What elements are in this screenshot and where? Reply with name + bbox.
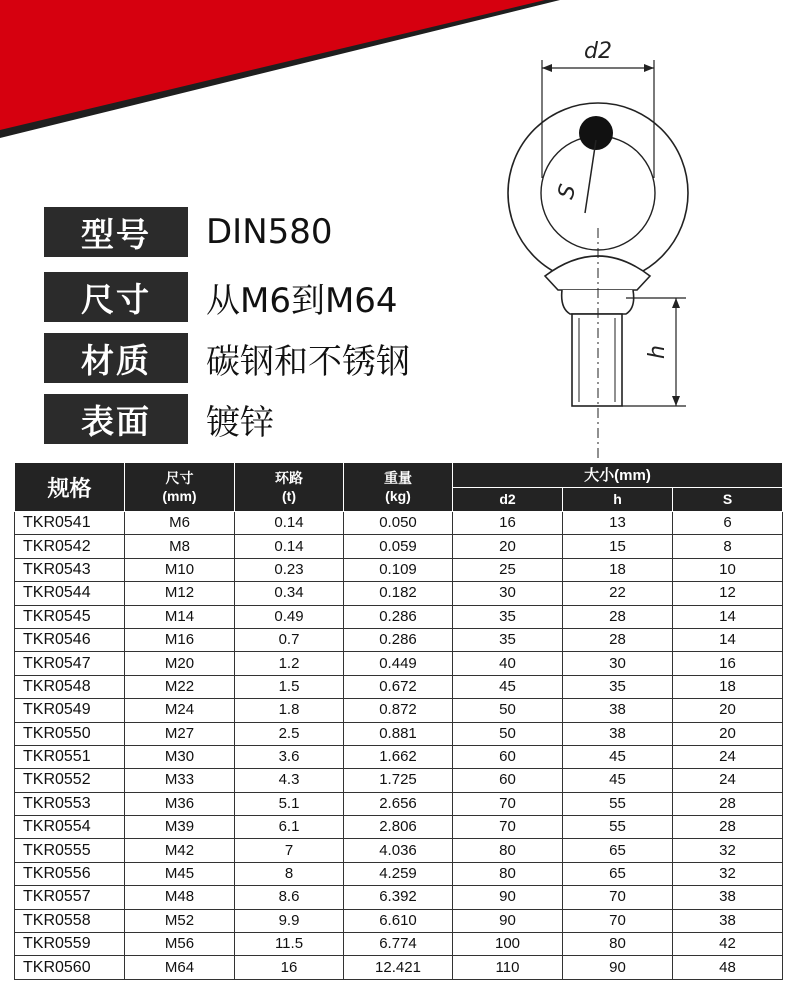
cell-load: 0.49: [235, 605, 344, 628]
cell-weight: 0.050: [344, 512, 453, 535]
cell-d2: 100: [453, 933, 563, 956]
table-row: [15, 909, 783, 932]
cell-s: 32: [673, 862, 783, 885]
table-row: [15, 886, 783, 909]
spec-row-model: [44, 207, 333, 257]
cell-weight: 0.059: [344, 535, 453, 558]
cell-weight: 0.109: [344, 558, 453, 581]
cell-load: 6.1: [235, 816, 344, 839]
cell-h: 65: [563, 839, 673, 862]
cell-h: 65: [563, 862, 673, 885]
cell-s: 28: [673, 792, 783, 815]
spec-value-material: 碳钢和不锈钢: [206, 341, 410, 382]
cell-weight: 1.725: [344, 769, 453, 792]
cell-model: TKR0559: [15, 933, 125, 956]
cell-load: 1.8: [235, 699, 344, 722]
cell-d2: 70: [453, 792, 563, 815]
header-h: h: [563, 487, 673, 512]
cell-d2: 110: [453, 956, 563, 979]
h-label: h: [645, 345, 670, 359]
eye-bolt-drawing: [490, 28, 700, 468]
cell-load: 0.14: [235, 535, 344, 558]
cell-load: 16: [235, 956, 344, 979]
cell-weight: 0.881: [344, 722, 453, 745]
cell-model: TKR0558: [15, 909, 125, 932]
header-size-label: 尺寸: [165, 470, 194, 486]
table-row: [15, 816, 783, 839]
cell-weight: 2.656: [344, 792, 453, 815]
cell-h: 38: [563, 699, 673, 722]
cell-d2: 40: [453, 652, 563, 675]
header-d2: d2: [453, 487, 563, 512]
table-row: [15, 582, 783, 605]
spec-table: [14, 462, 783, 980]
header-weight-label: 重量: [384, 470, 412, 486]
cell-d2: 50: [453, 722, 563, 745]
spec-row-material: [44, 333, 410, 383]
cell-weight: 4.259: [344, 862, 453, 885]
cell-size: M36: [125, 792, 235, 815]
table-row: [15, 745, 783, 768]
cell-d2: 70: [453, 816, 563, 839]
cell-weight: 2.806: [344, 816, 453, 839]
cell-h: 70: [563, 886, 673, 909]
spec-value-model: DIN580: [206, 212, 333, 252]
table-row: [15, 512, 783, 535]
cell-s: 38: [673, 886, 783, 909]
spec-value-size: 从M6到M64: [206, 280, 398, 321]
cell-h: 35: [563, 675, 673, 698]
cell-s: 32: [673, 839, 783, 862]
cell-size: M16: [125, 628, 235, 651]
cell-load: 8.6: [235, 886, 344, 909]
cell-model: TKR0541: [15, 512, 125, 535]
cell-d2: 90: [453, 886, 563, 909]
header-load-unit: (t): [282, 488, 296, 504]
cell-load: 5.1: [235, 792, 344, 815]
cell-weight: 0.449: [344, 652, 453, 675]
cell-d2: 16: [453, 512, 563, 535]
cell-weight: 0.286: [344, 605, 453, 628]
cell-d2: 30: [453, 582, 563, 605]
cell-load: 9.9: [235, 909, 344, 932]
table-row: [15, 699, 783, 722]
table-row: [15, 933, 783, 956]
cell-size: M64: [125, 956, 235, 979]
cell-size: M20: [125, 652, 235, 675]
cell-weight: 6.774: [344, 933, 453, 956]
cell-model: TKR0544: [15, 582, 125, 605]
table-row: [15, 558, 783, 581]
cell-load: 11.5: [235, 933, 344, 956]
cell-model: TKR0542: [15, 535, 125, 558]
cell-weight: 12.421: [344, 956, 453, 979]
cell-load: 0.34: [235, 582, 344, 605]
cell-size: M52: [125, 909, 235, 932]
cell-model: TKR0554: [15, 816, 125, 839]
cell-size: M12: [125, 582, 235, 605]
cell-model: TKR0560: [15, 956, 125, 979]
cell-size: M42: [125, 839, 235, 862]
cell-s: 18: [673, 675, 783, 698]
cell-h: 15: [563, 535, 673, 558]
table-row: [15, 652, 783, 675]
cell-model: TKR0547: [15, 652, 125, 675]
header-weight-unit: (kg): [385, 488, 411, 504]
cell-h: 70: [563, 909, 673, 932]
table-row: [15, 675, 783, 698]
cell-h: 55: [563, 816, 673, 839]
s-label: S: [553, 181, 582, 202]
table-row: [15, 535, 783, 558]
cell-s: 48: [673, 956, 783, 979]
header-weight: [344, 463, 453, 512]
cell-model: TKR0549: [15, 699, 125, 722]
cell-size: M45: [125, 862, 235, 885]
cell-load: 1.2: [235, 652, 344, 675]
header-model: 规格: [15, 463, 125, 512]
cell-weight: 6.610: [344, 909, 453, 932]
cell-s: 24: [673, 769, 783, 792]
cell-weight: 4.036: [344, 839, 453, 862]
cell-d2: 60: [453, 769, 563, 792]
header-s: S: [673, 487, 783, 512]
header-load-label: 环路: [275, 470, 303, 486]
cell-model: TKR0550: [15, 722, 125, 745]
spec-key-size: 尺寸: [44, 272, 188, 322]
cell-load: 2.5: [235, 722, 344, 745]
cell-d2: 80: [453, 839, 563, 862]
header-load: [235, 463, 344, 512]
cell-size: M27: [125, 722, 235, 745]
spec-table-body: [15, 512, 783, 980]
cell-h: 18: [563, 558, 673, 581]
table-row: [15, 956, 783, 979]
cell-load: 8: [235, 862, 344, 885]
spec-row-size: [44, 272, 398, 322]
cell-model: TKR0556: [15, 862, 125, 885]
cell-h: 90: [563, 956, 673, 979]
spec-key-surface: 表面: [44, 394, 188, 444]
cell-load: 1.5: [235, 675, 344, 698]
cell-weight: 0.182: [344, 582, 453, 605]
cell-size: M10: [125, 558, 235, 581]
cell-model: TKR0546: [15, 628, 125, 651]
cell-s: 42: [673, 933, 783, 956]
cell-h: 45: [563, 769, 673, 792]
cell-load: 0.7: [235, 628, 344, 651]
cell-size: M56: [125, 933, 235, 956]
cell-model: TKR0552: [15, 769, 125, 792]
table-row: [15, 605, 783, 628]
spec-value-surface: 镀锌: [206, 402, 274, 443]
cell-weight: 6.392: [344, 886, 453, 909]
d2-label: d2: [584, 39, 612, 64]
cell-s: 14: [673, 628, 783, 651]
cell-size: M6: [125, 512, 235, 535]
cell-d2: 50: [453, 699, 563, 722]
cell-model: TKR0557: [15, 886, 125, 909]
spec-row-surface: [44, 394, 274, 444]
cell-s: 20: [673, 722, 783, 745]
spec-key-material: 材质: [44, 333, 188, 383]
cell-s: 12: [673, 582, 783, 605]
cell-load: 7: [235, 839, 344, 862]
cell-h: 22: [563, 582, 673, 605]
cell-d2: 45: [453, 675, 563, 698]
cell-weight: 0.872: [344, 699, 453, 722]
cell-weight: 1.662: [344, 745, 453, 768]
cell-s: 38: [673, 909, 783, 932]
cell-size: M8: [125, 535, 235, 558]
cell-h: 28: [563, 628, 673, 651]
cell-s: 14: [673, 605, 783, 628]
cell-d2: 35: [453, 628, 563, 651]
cell-d2: 35: [453, 605, 563, 628]
cell-s: 10: [673, 558, 783, 581]
cell-h: 13: [563, 512, 673, 535]
cell-size: M14: [125, 605, 235, 628]
cell-model: TKR0555: [15, 839, 125, 862]
cell-weight: 0.672: [344, 675, 453, 698]
cell-size: M39: [125, 816, 235, 839]
cell-model: TKR0551: [15, 745, 125, 768]
cell-model: TKR0548: [15, 675, 125, 698]
cell-load: 0.23: [235, 558, 344, 581]
cell-s: 16: [673, 652, 783, 675]
cell-s: 28: [673, 816, 783, 839]
cell-d2: 90: [453, 909, 563, 932]
cell-s: 8: [673, 535, 783, 558]
cell-size: M30: [125, 745, 235, 768]
cell-h: 30: [563, 652, 673, 675]
cell-h: 55: [563, 792, 673, 815]
cell-size: M48: [125, 886, 235, 909]
cell-s: 6: [673, 512, 783, 535]
cell-model: TKR0553: [15, 792, 125, 815]
cell-size: M24: [125, 699, 235, 722]
cell-load: 0.14: [235, 512, 344, 535]
cell-load: 3.6: [235, 745, 344, 768]
cell-d2: 80: [453, 862, 563, 885]
cell-d2: 20: [453, 535, 563, 558]
header-size: [125, 463, 235, 512]
cell-size: M33: [125, 769, 235, 792]
cell-h: 45: [563, 745, 673, 768]
spec-key-model: 型号: [44, 207, 188, 257]
table-row: [15, 722, 783, 745]
cell-model: TKR0545: [15, 605, 125, 628]
cell-weight: 0.286: [344, 628, 453, 651]
table-row: [15, 839, 783, 862]
table-row: [15, 792, 783, 815]
cell-d2: 60: [453, 745, 563, 768]
table-row: [15, 628, 783, 651]
table-row: [15, 862, 783, 885]
cell-load: 4.3: [235, 769, 344, 792]
cell-h: 38: [563, 722, 673, 745]
header-dimensions: 大小(mm): [453, 463, 783, 488]
cell-d2: 25: [453, 558, 563, 581]
cell-s: 24: [673, 745, 783, 768]
cell-model: TKR0543: [15, 558, 125, 581]
cell-h: 80: [563, 933, 673, 956]
cell-h: 28: [563, 605, 673, 628]
header-size-unit: (mm): [162, 488, 197, 504]
table-row: [15, 769, 783, 792]
cell-size: M22: [125, 675, 235, 698]
cell-s: 20: [673, 699, 783, 722]
